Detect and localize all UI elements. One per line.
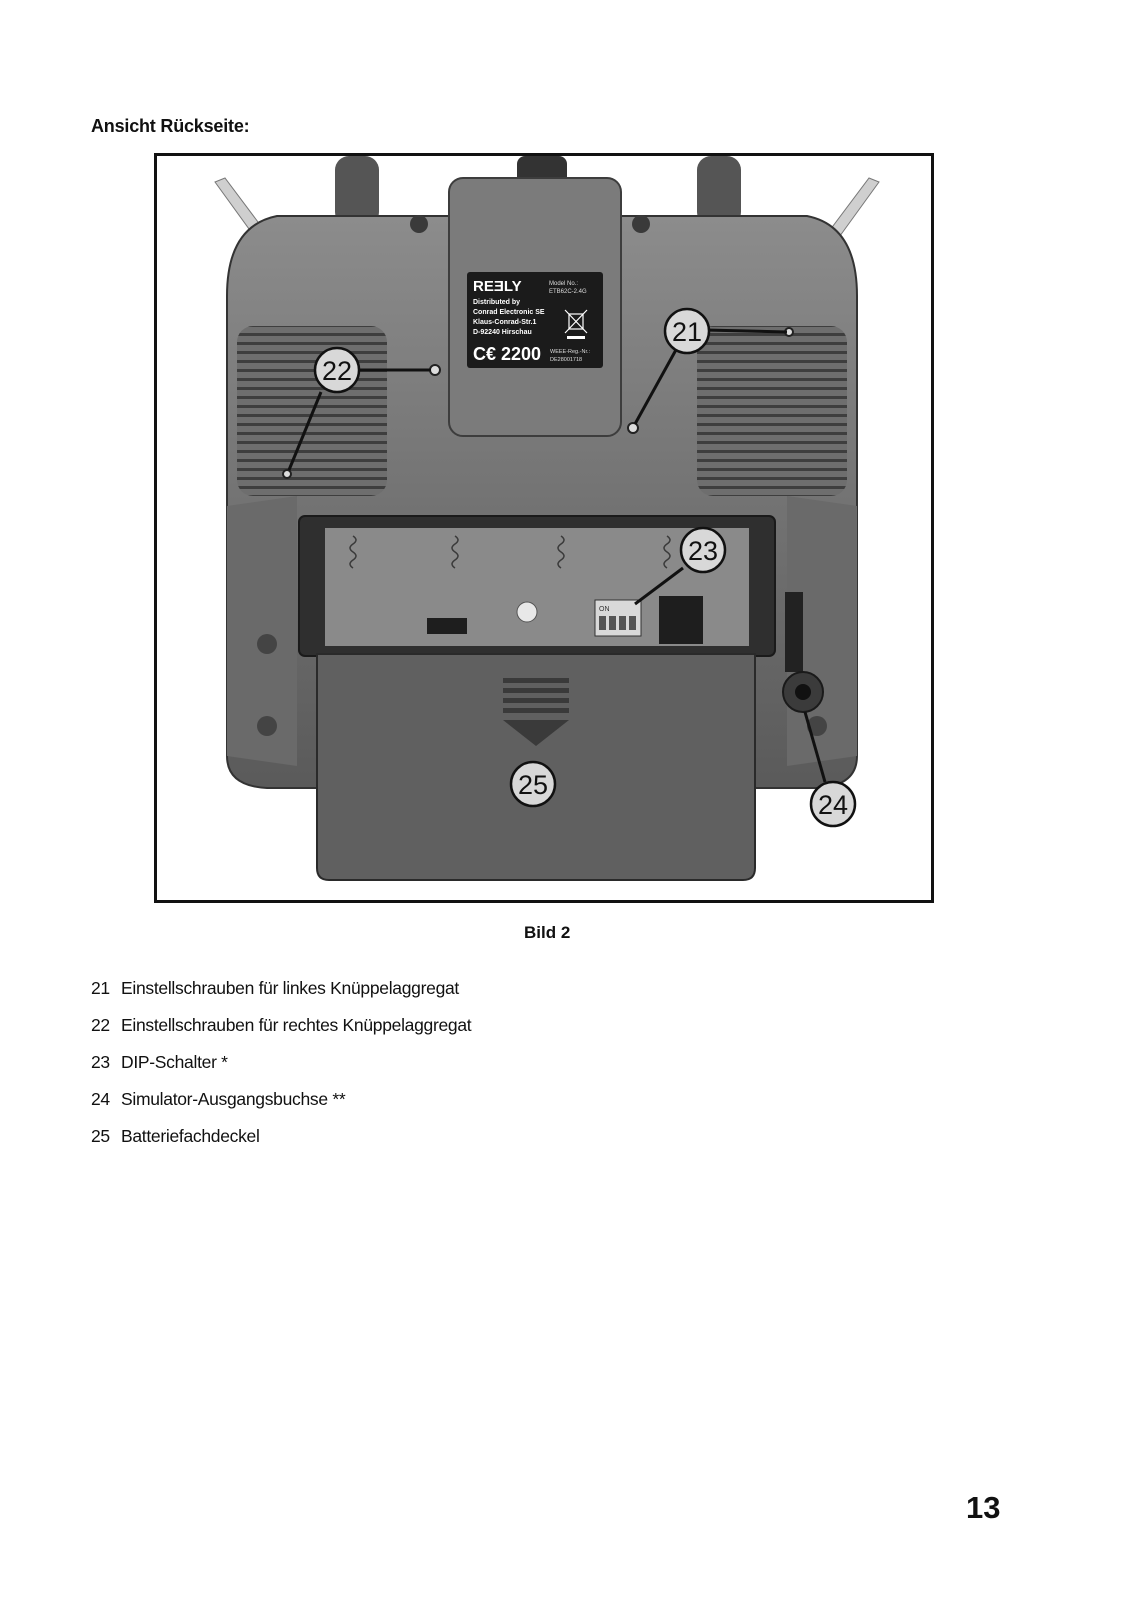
legend-item-number: 24	[91, 1089, 110, 1109]
label-distributed-by: Distributed by	[473, 299, 521, 306]
legend-item-number: 23	[91, 1052, 110, 1072]
label-model-value: ETB62C-2.4G	[549, 289, 587, 295]
legend-item-text: Einstellschrauben für linkes Knüppelaggregat	[121, 978, 459, 998]
callout-22	[315, 348, 359, 392]
label-model-label: Model No.:	[549, 281, 579, 287]
legend-list	[91, 978, 471, 1163]
callout-24	[811, 782, 855, 826]
legend-item-text: Einstellschrauben für rechtes Knüppelaggregat	[121, 1015, 472, 1035]
callout-22-number: 22	[321, 356, 353, 386]
legend-item	[91, 1126, 471, 1163]
adjustment-screw-right-stick	[430, 365, 440, 375]
dip-switch	[595, 600, 641, 636]
callout-25-number: 25	[517, 770, 549, 800]
label-weee-label: WEEE-Reg.-Nr.:	[550, 349, 591, 355]
label-street: Klaus-Conrad-Str.1	[473, 319, 537, 326]
section-heading: Ansicht Rückseite:	[91, 116, 250, 136]
legend-item-number: 22	[91, 1015, 110, 1035]
page-number: 13	[966, 1490, 1001, 1525]
label-weee-value: DE28001718	[550, 357, 583, 363]
dip-on-label: ON	[599, 606, 610, 613]
legend-item-number: 21	[91, 978, 110, 998]
legend-item	[91, 1015, 471, 1052]
label-brand: REƎLY	[473, 278, 522, 295]
adjustment-screw-right-stick-lower	[283, 470, 291, 478]
callout-23	[681, 528, 725, 572]
adjustment-screw-left-stick-lower	[628, 423, 638, 433]
callout-23-number: 23	[687, 536, 719, 566]
callout-24-number: 24	[817, 790, 849, 820]
label-ce-mark: C€ 2200	[473, 344, 542, 364]
figure-caption: Bild 2	[524, 923, 571, 942]
legend-item-text: DIP-Schalter *	[121, 1052, 228, 1072]
label-city: D-92240 Hirschau	[473, 329, 532, 336]
transmitter-rear-photo	[157, 156, 931, 900]
legend-item-number: 25	[91, 1126, 110, 1146]
callout-21	[665, 309, 709, 353]
callout-25	[511, 762, 555, 806]
legend-item	[91, 978, 471, 1015]
legend-item	[91, 1089, 471, 1126]
figure-transmitter-rear	[154, 153, 934, 903]
legend-item	[91, 1052, 471, 1089]
label-panel	[449, 178, 621, 436]
label-company: Conrad Electronic SE	[473, 309, 545, 316]
callout-21-number: 21	[671, 317, 703, 347]
legend-item-text: Simulator-Ausgangsbuchse **	[121, 1089, 346, 1109]
legend-item-text: Batteriefachdeckel	[121, 1126, 260, 1146]
